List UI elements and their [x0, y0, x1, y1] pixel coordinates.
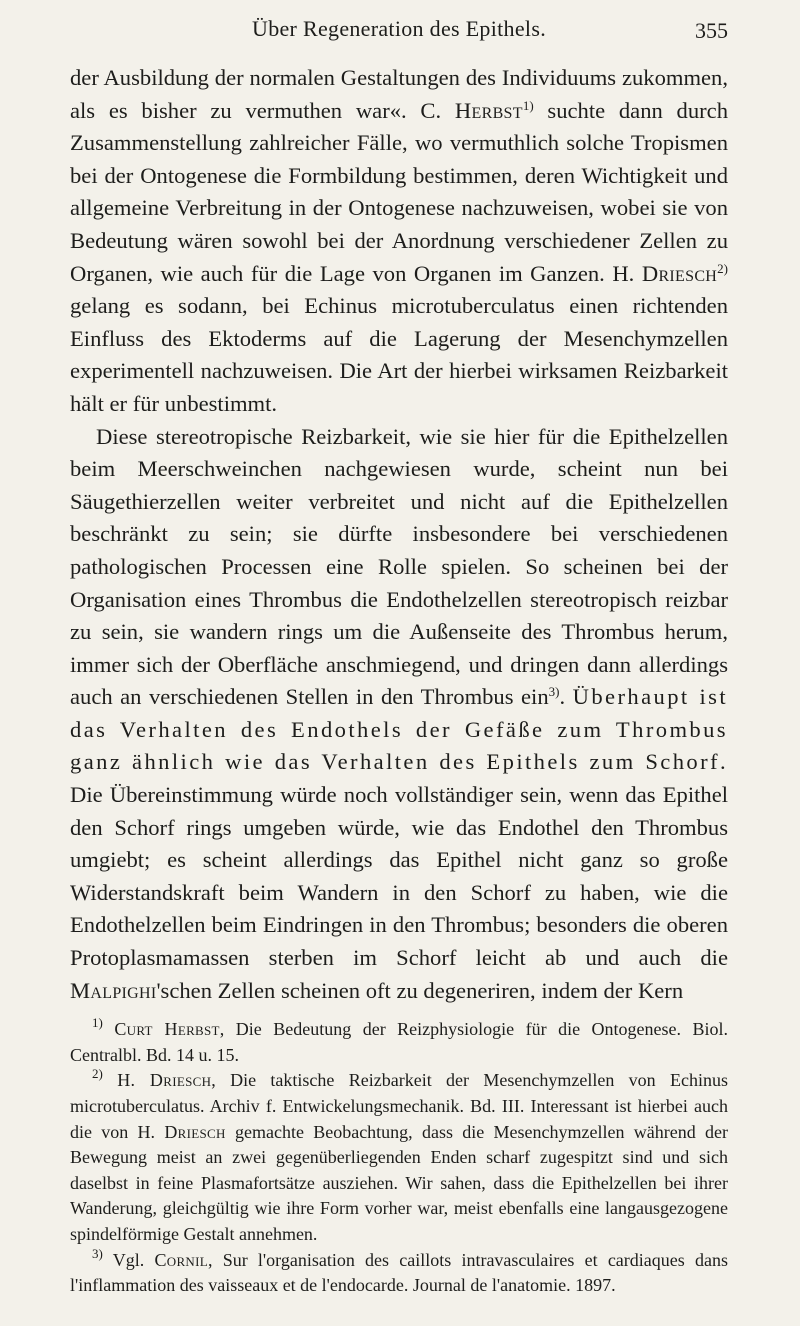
footnote-ref[interactable]: 3)	[548, 684, 560, 700]
footnote-ref[interactable]: 1)	[522, 97, 534, 113]
text: Die Übereinstimmung würde noch vollständiger sein, wenn das Epithel den Schorf rings umgeben würde, wie das Endothel den Thrombus umgiebt; es scheint allerdings das Epithel nicht ganz so große Widerstandskraft beim Wandern in den Schorf zu haben, wie die Endothelzellen beim Eindringen in den Thrombus; besonders die oberen Protoplasmamassen sterben im Schorf leicht ab und auch die	[70, 782, 728, 971]
running-header	[70, 0, 728, 62]
running-title: Über Regeneration des Epithels.	[252, 16, 546, 41]
footnote-3	[70, 1245, 728, 1299]
footnote-mark: 2)	[92, 1066, 103, 1082]
footnotes	[70, 1017, 728, 1299]
footnote-text: , Die taktische Reizbarkeit der Mesenchymzellen von Echinus microtuberculatus. Archiv f. Entwickelungsmechanik. Bd. III. Interessant ist hierbei auch die von H.	[70, 1070, 728, 1142]
paragraph-1	[70, 62, 728, 421]
author-name: Driesch	[641, 260, 718, 286]
footnote-author: Driesch	[164, 1121, 226, 1142]
footnote-text: , Sur l'organisation des caillots intravasculaires et cardiaques dans l'inflammation des vaisseaux et de l'endocarde. Journal de l'anatomie. 1897.	[70, 1249, 728, 1296]
paragraph-2	[70, 421, 728, 1008]
footnote-mark: 1)	[92, 1015, 103, 1031]
author-name: Herbst	[454, 97, 523, 123]
footnote-ref[interactable]: 2)	[717, 260, 728, 276]
text: suchte dann durch Zusammenstellung zahlreicher Fälle, wo vermuthlich solche Tropismen bei der Ontogenese die Formbildung bestimmen, deren Wichtigkeit und allgemeine Verbreitung in der Ontogenese nachzuweisen, wobei sie von Bedeutung wären sowohl bei der Anordnung verschiedener Zellen zu Organen, wie auch für die Lage von Organen im Ganzen. H.	[70, 97, 729, 286]
footnote-author: Curt Herbst	[114, 1019, 220, 1040]
footnote-1	[70, 1017, 728, 1068]
text: Diese stereotropische Reizbarkeit, wie sie hier für die Epithelzellen beim Meerschweinchen nachgewiesen wurde, scheint nun bei Säugethierzellen weiter verbreitet und nicht auf die Epithelzellen beschränkt zu sein; sie dürfte insbesondere bei verschiedenen pathologischen Processen eine Rolle spielen. So scheinen bei der Organisation eines Thrombus die Endothelzellen stereotropisch reizbar zu sein, sie wandern rings um die Außenseite des Thrombus herum, immer sich der Oberfläche anschmiegend, und dringen dann allerdings auch an verschiedenen Stellen in den Thrombus ein	[70, 423, 728, 710]
footnote-text: gemachte Beobachtung, dass die Mesenchymzellen während der Bewegung meist an zwei gegenüberliegenden Enden scharf zugespitzt sind und sich daselbst in feine Plasmafortsätze ausziehen. Wir sahen, dass die Epithelzellen bei ihrer Wanderung, gleichgültig wie ihre Form vorher war, meist ebenfalls eine langausgezogene spindelförmige Gestalt annehmen.	[70, 1121, 728, 1244]
footnote-2	[70, 1068, 728, 1247]
page-number: 355	[695, 18, 728, 43]
text: der Ausbildung der normalen Gestaltungen des Individuums zukommen, als es bisher zu vermuthen war«. C.	[70, 65, 728, 123]
text: .	[559, 684, 573, 710]
footnote-text: Vgl.	[102, 1249, 155, 1270]
footnote-text: , Die Bedeutung der Reizphysiologie für die Ontogenese. Biol. Centralbl. Bd. 14 u. 15.	[70, 1019, 729, 1065]
author-name: Malpighi	[70, 977, 157, 1003]
footnote-author: H. Driesch	[117, 1070, 212, 1091]
main-text	[70, 62, 728, 1007]
text: 'schen Zellen scheinen oft zu degeneriren, indem der Kern	[156, 977, 684, 1003]
footnote-author: Cornil	[154, 1249, 208, 1270]
text: gelang es sodann, bei Echinus microtuberculatus einen richtenden Einfluss des Ektoderms auf die Lagerung der Mesenchymzellen experimentell nachzuweisen. Die Art der hierbei wirksamen Reizbarkeit hält er für unbestimmt.	[70, 293, 728, 416]
spaced-emphasis: Überhaupt ist das Verhalten des Endothels der Gefäße zum Thrombus ganz ähnlich wie das Verhalten des Epithels zum Schorf.	[70, 684, 729, 775]
footnote-mark: 3)	[92, 1245, 103, 1261]
